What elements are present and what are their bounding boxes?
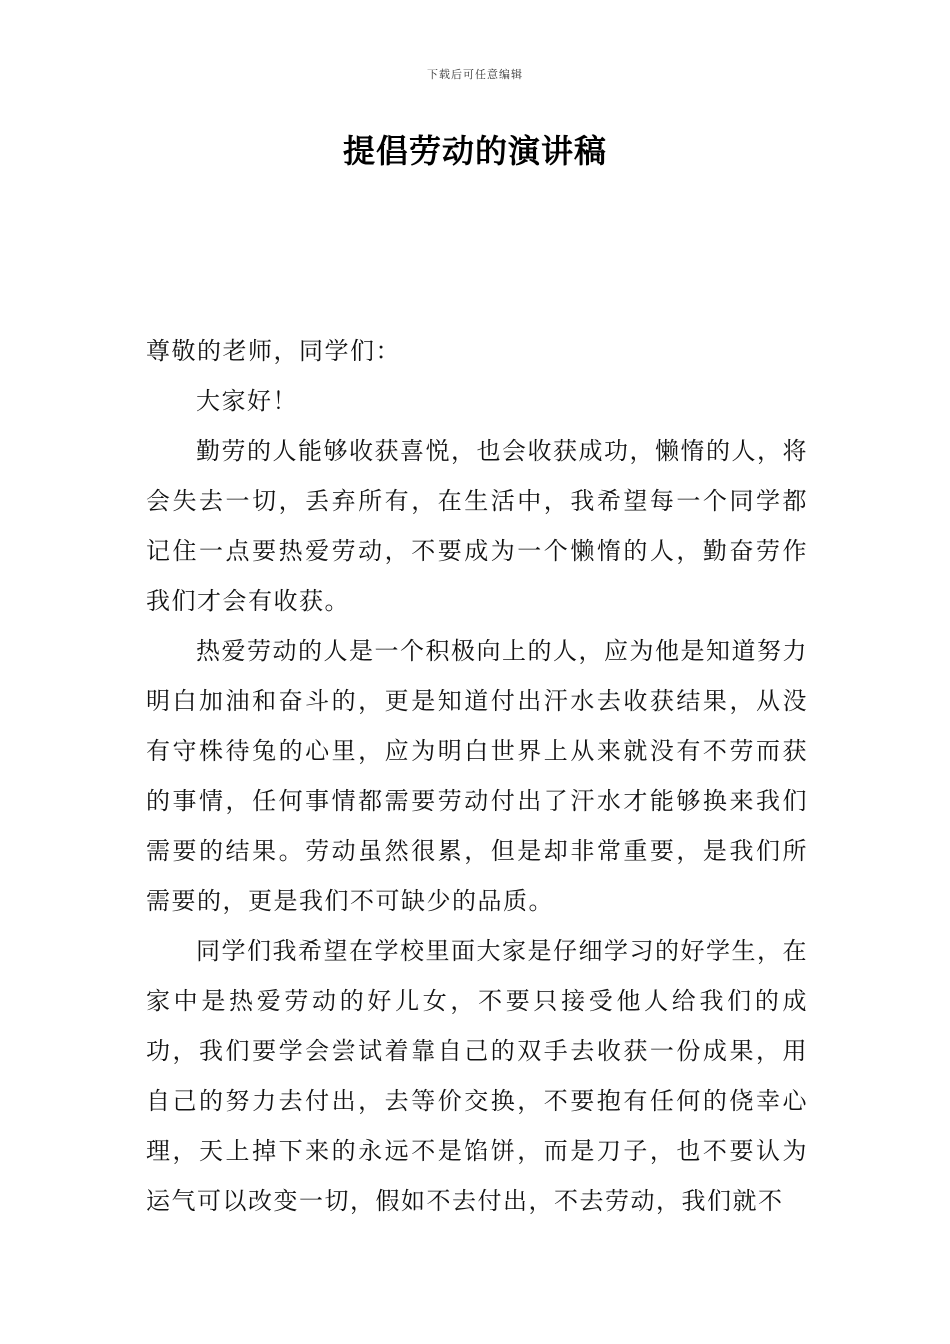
paragraph-2: 热爱劳动的人是一个积极向上的人，应为他是知道努力明白加油和奋斗的，更是知道付出汗水去收获结果，从没有守株待兔的心里，应为明白世界上从来就没有不劳而获的事情，任何事情都需要劳动付出了汗水才能够换来我们需要的结果。劳动虽然很累，但是却非常重要，是我们所需要的，更是我们不可缺少的品质。 xyxy=(146,637,808,915)
header-note: 下载后可任意编辑 xyxy=(427,68,523,81)
greeting: 大家好！ xyxy=(196,387,298,415)
document-title: 提倡劳动的演讲稿 xyxy=(342,132,607,170)
paragraph-3: 同学们我希望在学校里面大家是仔细学习的好学生，在家中是热爱劳动的好儿女，不要只接受他人给我们的成功，我们要学会尝试着靠自己的双手去收获一份成果，用自己的努力去付出，去等价交换，不要抱有任何的侥幸心理，天上掉下来的永远不是馅饼，而是刀子，也不要认为运气可以改变一切，假如不去付出，不去劳动，我们就不 xyxy=(146,937,808,1215)
salutation: 尊敬的老师，同学们： xyxy=(146,337,401,365)
paragraph-1: 勤劳的人能够收获喜悦，也会收获成功，懒惰的人，将会失去一切，丢弃所有，在生活中，我希望每一个同学都记住一点要热爱劳动，不要成为一个懒惰的人，勤奋劳作我们才会有收获。 xyxy=(146,437,808,615)
document-body xyxy=(146,326,808,1226)
